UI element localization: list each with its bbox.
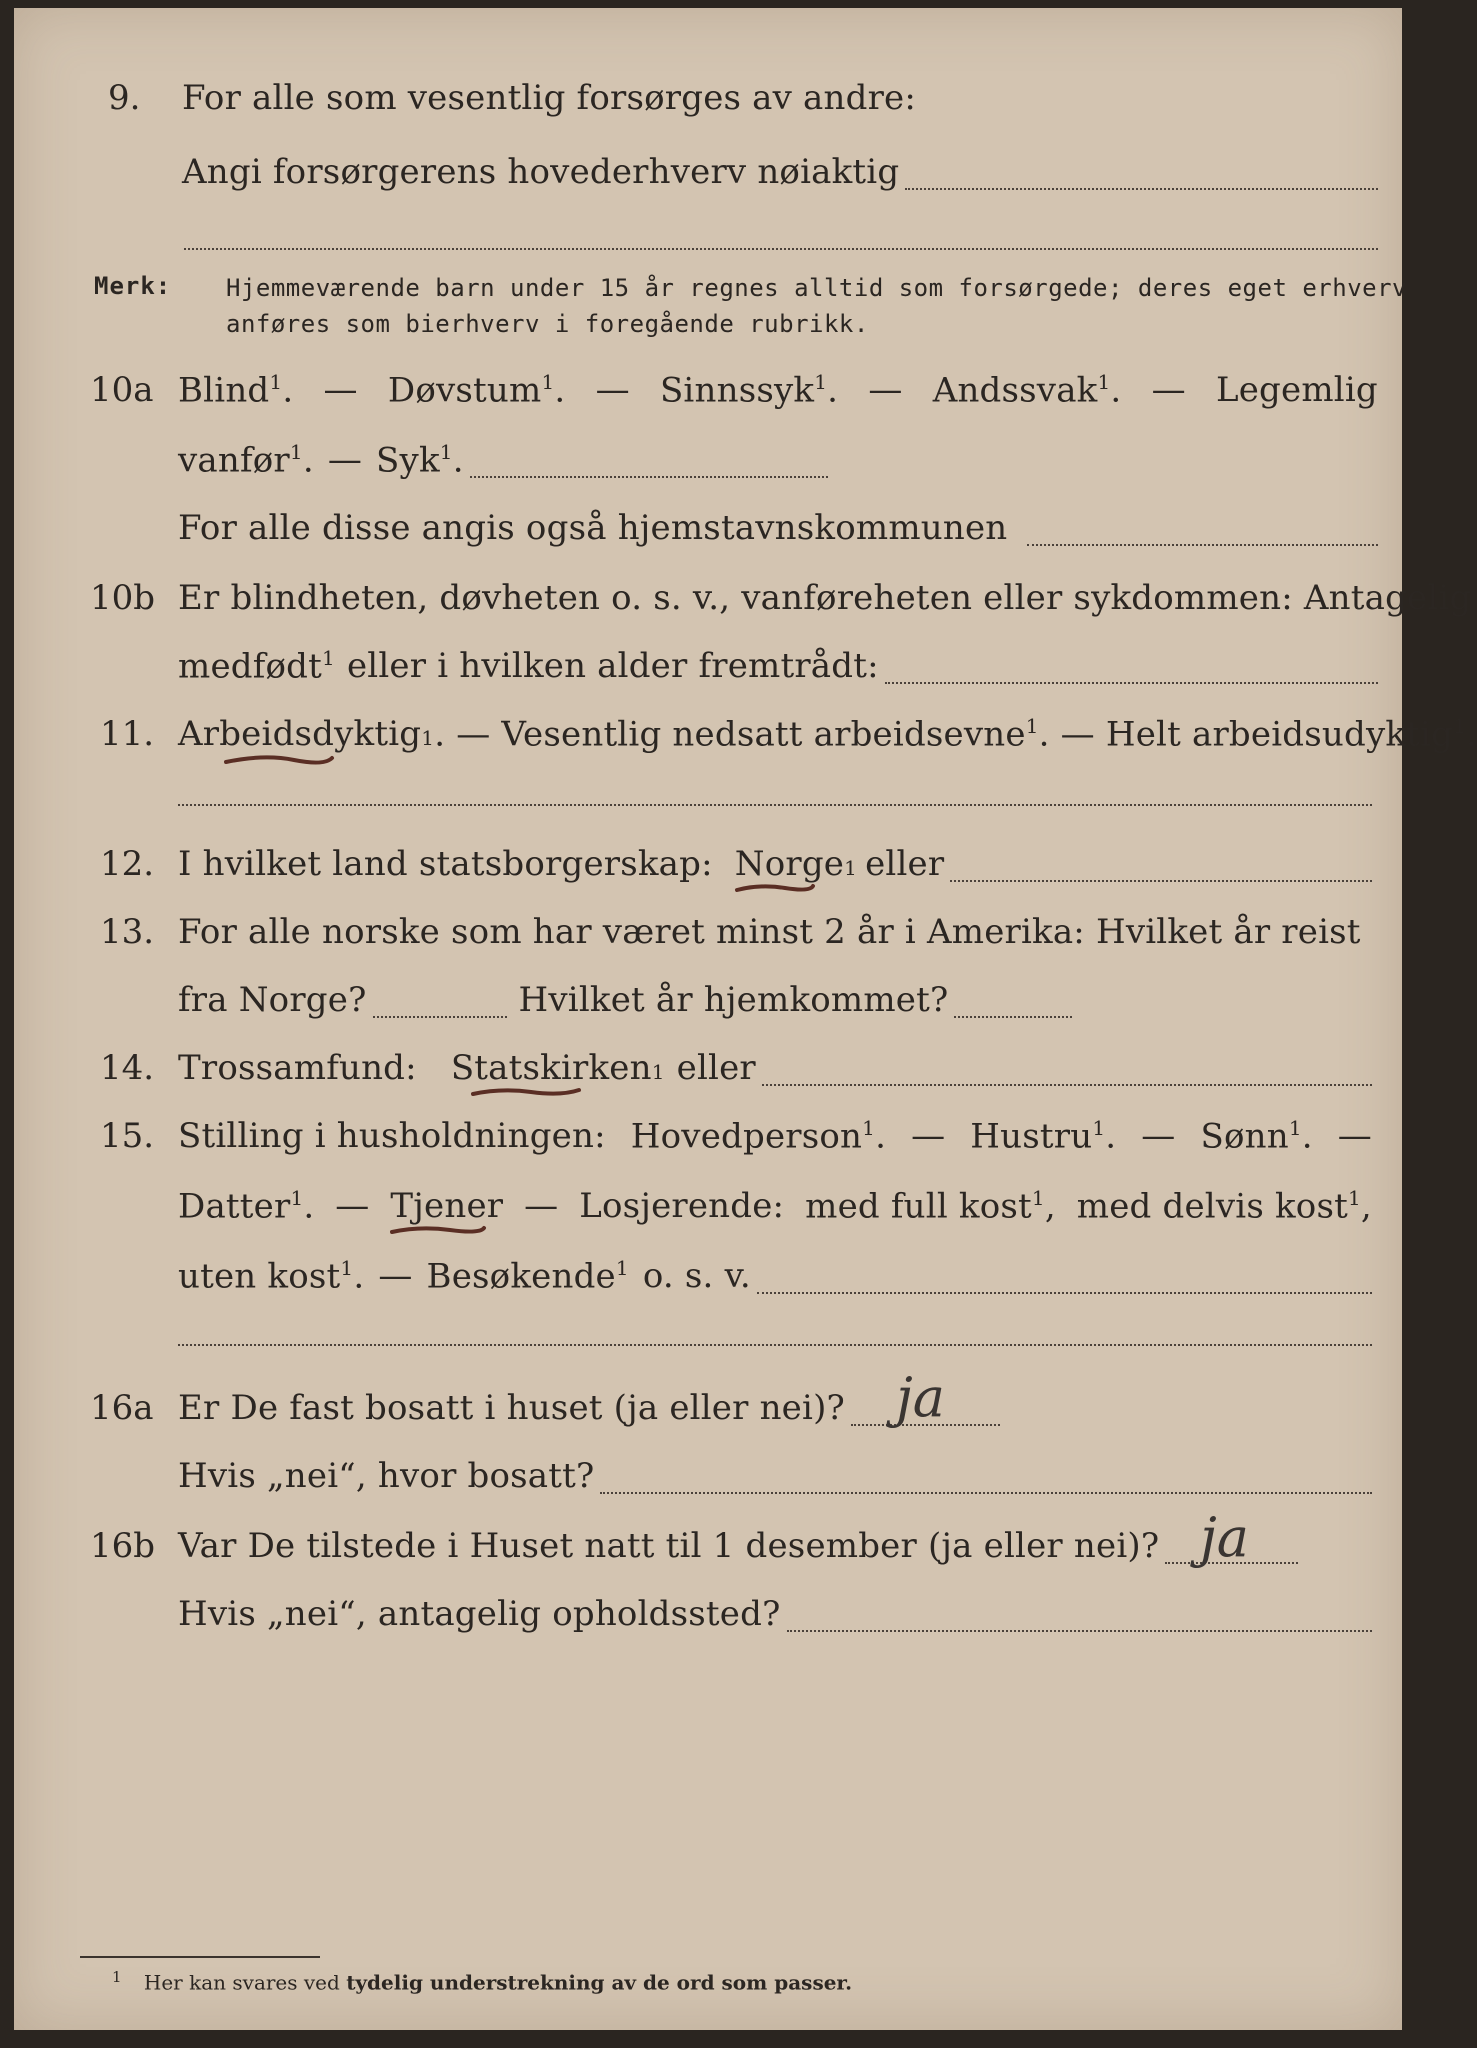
dash: — xyxy=(911,1116,946,1157)
q9-answer-field[interactable] xyxy=(905,187,1378,190)
option-legemlig[interactable]: Legemlig xyxy=(1215,370,1378,411)
q16a-number: 16a xyxy=(90,1388,154,1428)
option-statskirken[interactable]: Statskirken xyxy=(451,1048,652,1088)
merk-line2: anføres som bierhverv i foregående rubrikk. xyxy=(226,310,869,338)
q13-number: 13. xyxy=(100,912,155,952)
q9-line2-text: Angi forsørgerens hovederhverv nøiaktig xyxy=(182,152,900,192)
dash: — xyxy=(323,370,358,411)
option-delvis-kost[interactable]: med delvis kost$^1$, xyxy=(1076,1186,1372,1227)
q10a-line1 xyxy=(178,370,1378,414)
q14-answer-field[interactable] xyxy=(762,1083,1372,1086)
q16b-line1 xyxy=(178,1526,1298,1570)
q9-line1-text: For alle som vesentlig forsørges av andre: xyxy=(182,78,917,118)
q9-number: 9. xyxy=(108,78,141,118)
q16a-hvis-nei: Hvis „nei“, hvor bosatt? xyxy=(178,1456,595,1496)
dash: — xyxy=(378,1256,413,1297)
q10a-line3-text: For alle disse angis også hjemstavnskommunen xyxy=(178,508,1008,548)
q13-hjemkommet: Hvilket år hjemkommet? xyxy=(518,980,949,1020)
dash: — xyxy=(335,1186,370,1227)
handwritten-underline xyxy=(224,752,334,768)
q15-line1 xyxy=(178,1116,1372,1160)
q13-line2 xyxy=(178,980,1072,1024)
option-dovstum[interactable]: Døvstum$^1$. xyxy=(387,370,566,411)
dash: — xyxy=(327,440,363,481)
q14-line1: Trossamfund: Statskirken 1 eller xyxy=(178,1048,1372,1092)
q16a-question: Er De fast bosatt i huset (ja eller nei)? xyxy=(178,1388,845,1428)
q16b-opholdssted-field[interactable] xyxy=(787,1629,1372,1632)
q16b-question: Var De tilstede i Huset natt til 1 desember (ja eller nei)? xyxy=(178,1526,1160,1566)
q9-line2 xyxy=(182,152,1378,196)
q10a-answer-field[interactable] xyxy=(470,475,828,478)
q10b-line1 xyxy=(178,578,1471,622)
option-datter[interactable]: Datter$^1$. xyxy=(178,1186,315,1227)
q15-number: 15. xyxy=(100,1116,155,1156)
q16a-bosatt-field[interactable] xyxy=(600,1491,1372,1494)
option-blind[interactable]: Blind$^1$. xyxy=(178,370,294,411)
q16a-line2 xyxy=(178,1456,1372,1500)
option-sinnssyk[interactable]: Sinnssyk$^1$. xyxy=(659,370,839,411)
dash: — xyxy=(595,370,630,411)
handwritten-underline xyxy=(735,882,815,898)
q16b-handwritten-answer: ja xyxy=(1200,1506,1249,1569)
q9-extra-answer-line[interactable] xyxy=(184,248,1378,250)
hjemstavnskommune-field[interactable] xyxy=(1027,543,1378,546)
q12-number: 12. xyxy=(100,844,155,884)
q11-line1: Arbeidsdyktig 1 . — Vesentlig nedsatt arbeidsevne$^1$ . — Helt arbeidsudyktig$^1$. xyxy=(178,714,1477,758)
handwritten-underline xyxy=(471,1086,581,1102)
option-syk[interactable]: Syk$^1$. xyxy=(376,440,464,481)
q16a-line1 xyxy=(178,1388,1000,1432)
option-andssvak[interactable]: Andssvak$^1$. xyxy=(932,370,1122,411)
handwritten-underline xyxy=(390,1224,486,1240)
option-uten-kost[interactable]: uten kost$^1$. xyxy=(178,1256,365,1297)
q16b-hvis-nei: Hvis „nei“, antagelig opholdssted? xyxy=(178,1594,781,1634)
q15-stilling: Stilling i husholdningen: xyxy=(178,1116,606,1157)
q15-osv: o. s. v. xyxy=(642,1256,751,1297)
q15-line3 xyxy=(178,1256,1372,1300)
q10b-answer-field[interactable] xyxy=(885,681,1378,684)
q12-answer-field[interactable] xyxy=(950,879,1372,882)
q13-line1-text: For alle norske som har været minst 2 år i Amerika: Hvilket år reist xyxy=(178,912,1361,952)
q10b-number: 10b xyxy=(90,578,156,618)
option-hustru[interactable]: Hustru$^1$. xyxy=(970,1116,1117,1157)
q16a-handwritten-answer: ja xyxy=(896,1366,945,1429)
q15-losjerende: Losjerende: xyxy=(579,1186,785,1227)
option-helt-arbeidsudyktig[interactable]: . — Helt arbeidsudyktig$^1$. xyxy=(1038,714,1477,755)
dash: — xyxy=(1337,1116,1372,1157)
q10a-number: 10a xyxy=(90,370,154,410)
option-nedsatt-arbeidsevne[interactable]: . — Vesentlig nedsatt arbeidsevne$^1$ xyxy=(434,714,1039,755)
dash: — xyxy=(1141,1116,1176,1157)
q10a-line3 xyxy=(178,508,1378,552)
option-hovedperson[interactable]: Hovedperson$^1$. xyxy=(630,1116,887,1157)
option-tjener[interactable]: Tjener xyxy=(390,1186,503,1226)
merk-label: Merk: xyxy=(94,272,172,300)
q12-text: I hvilket land statsborgerskap: xyxy=(178,844,713,884)
q12-eller: eller xyxy=(865,844,945,884)
option-besokende[interactable]: Besøkende$^1$ xyxy=(426,1256,629,1297)
q11-number: 11. xyxy=(100,714,155,754)
footnote-bold-text: tydelig understrekning av de ord som passer. xyxy=(346,1970,853,1995)
q13-year-left-field[interactable] xyxy=(373,1015,507,1018)
q14-number: 14. xyxy=(100,1048,155,1088)
option-norge[interactable]: Norge xyxy=(735,844,844,884)
q15-extra-answer-line[interactable] xyxy=(178,1344,1372,1346)
q16b-number: 16b xyxy=(90,1526,156,1566)
q13-line1 xyxy=(178,912,1361,956)
q10b-line2 xyxy=(178,646,1378,690)
footnote xyxy=(112,1968,852,1995)
q15-line2 xyxy=(178,1186,1372,1230)
q14-text: Trossamfund: xyxy=(178,1048,417,1088)
q16b-line2 xyxy=(178,1594,1372,1638)
q12-line1: I hvilket land statsborgerskap: Norge 1 eller xyxy=(178,844,1372,888)
q14-eller: eller xyxy=(676,1048,756,1088)
footnote-text: Her kan svares ved xyxy=(143,1970,340,1995)
q13-year-returned-field[interactable] xyxy=(954,1015,1072,1018)
footnote-rule xyxy=(80,1956,320,1958)
q15-answer-field[interactable] xyxy=(757,1291,1372,1294)
option-vanfor[interactable]: vanfør$^1$. xyxy=(178,440,314,481)
dash: — xyxy=(1151,370,1186,411)
q10a-line2 xyxy=(178,440,828,484)
option-full-kost[interactable]: med full kost$^1$, xyxy=(805,1186,1056,1227)
q13-fra-norge: fra Norge? xyxy=(178,980,367,1020)
census-form-page xyxy=(14,8,1477,2030)
dash: — xyxy=(868,370,903,411)
dash: — xyxy=(524,1186,559,1227)
q9-line1 xyxy=(182,78,916,122)
option-arbeidsdyktig[interactable]: Arbeidsdyktig xyxy=(178,714,421,754)
option-medfodt[interactable]: medfødt$^1$ xyxy=(178,646,335,687)
q10b-line2-text: eller i hvilken alder fremtrådt: xyxy=(346,646,879,687)
q11-answer-line[interactable] xyxy=(178,804,1372,806)
q10b-line1-text: Er blindheten, døvheten o. s. v., vanføreheten eller sykdommen: Antagelig xyxy=(178,578,1472,618)
merk-line1: Hjemmeværende barn under 15 år regnes alltid som forsørgede; deres eget erhverv xyxy=(226,274,1407,302)
option-sonn[interactable]: Sønn$^1$. xyxy=(1200,1116,1313,1157)
footnote-mark: 1 xyxy=(112,1968,122,1986)
